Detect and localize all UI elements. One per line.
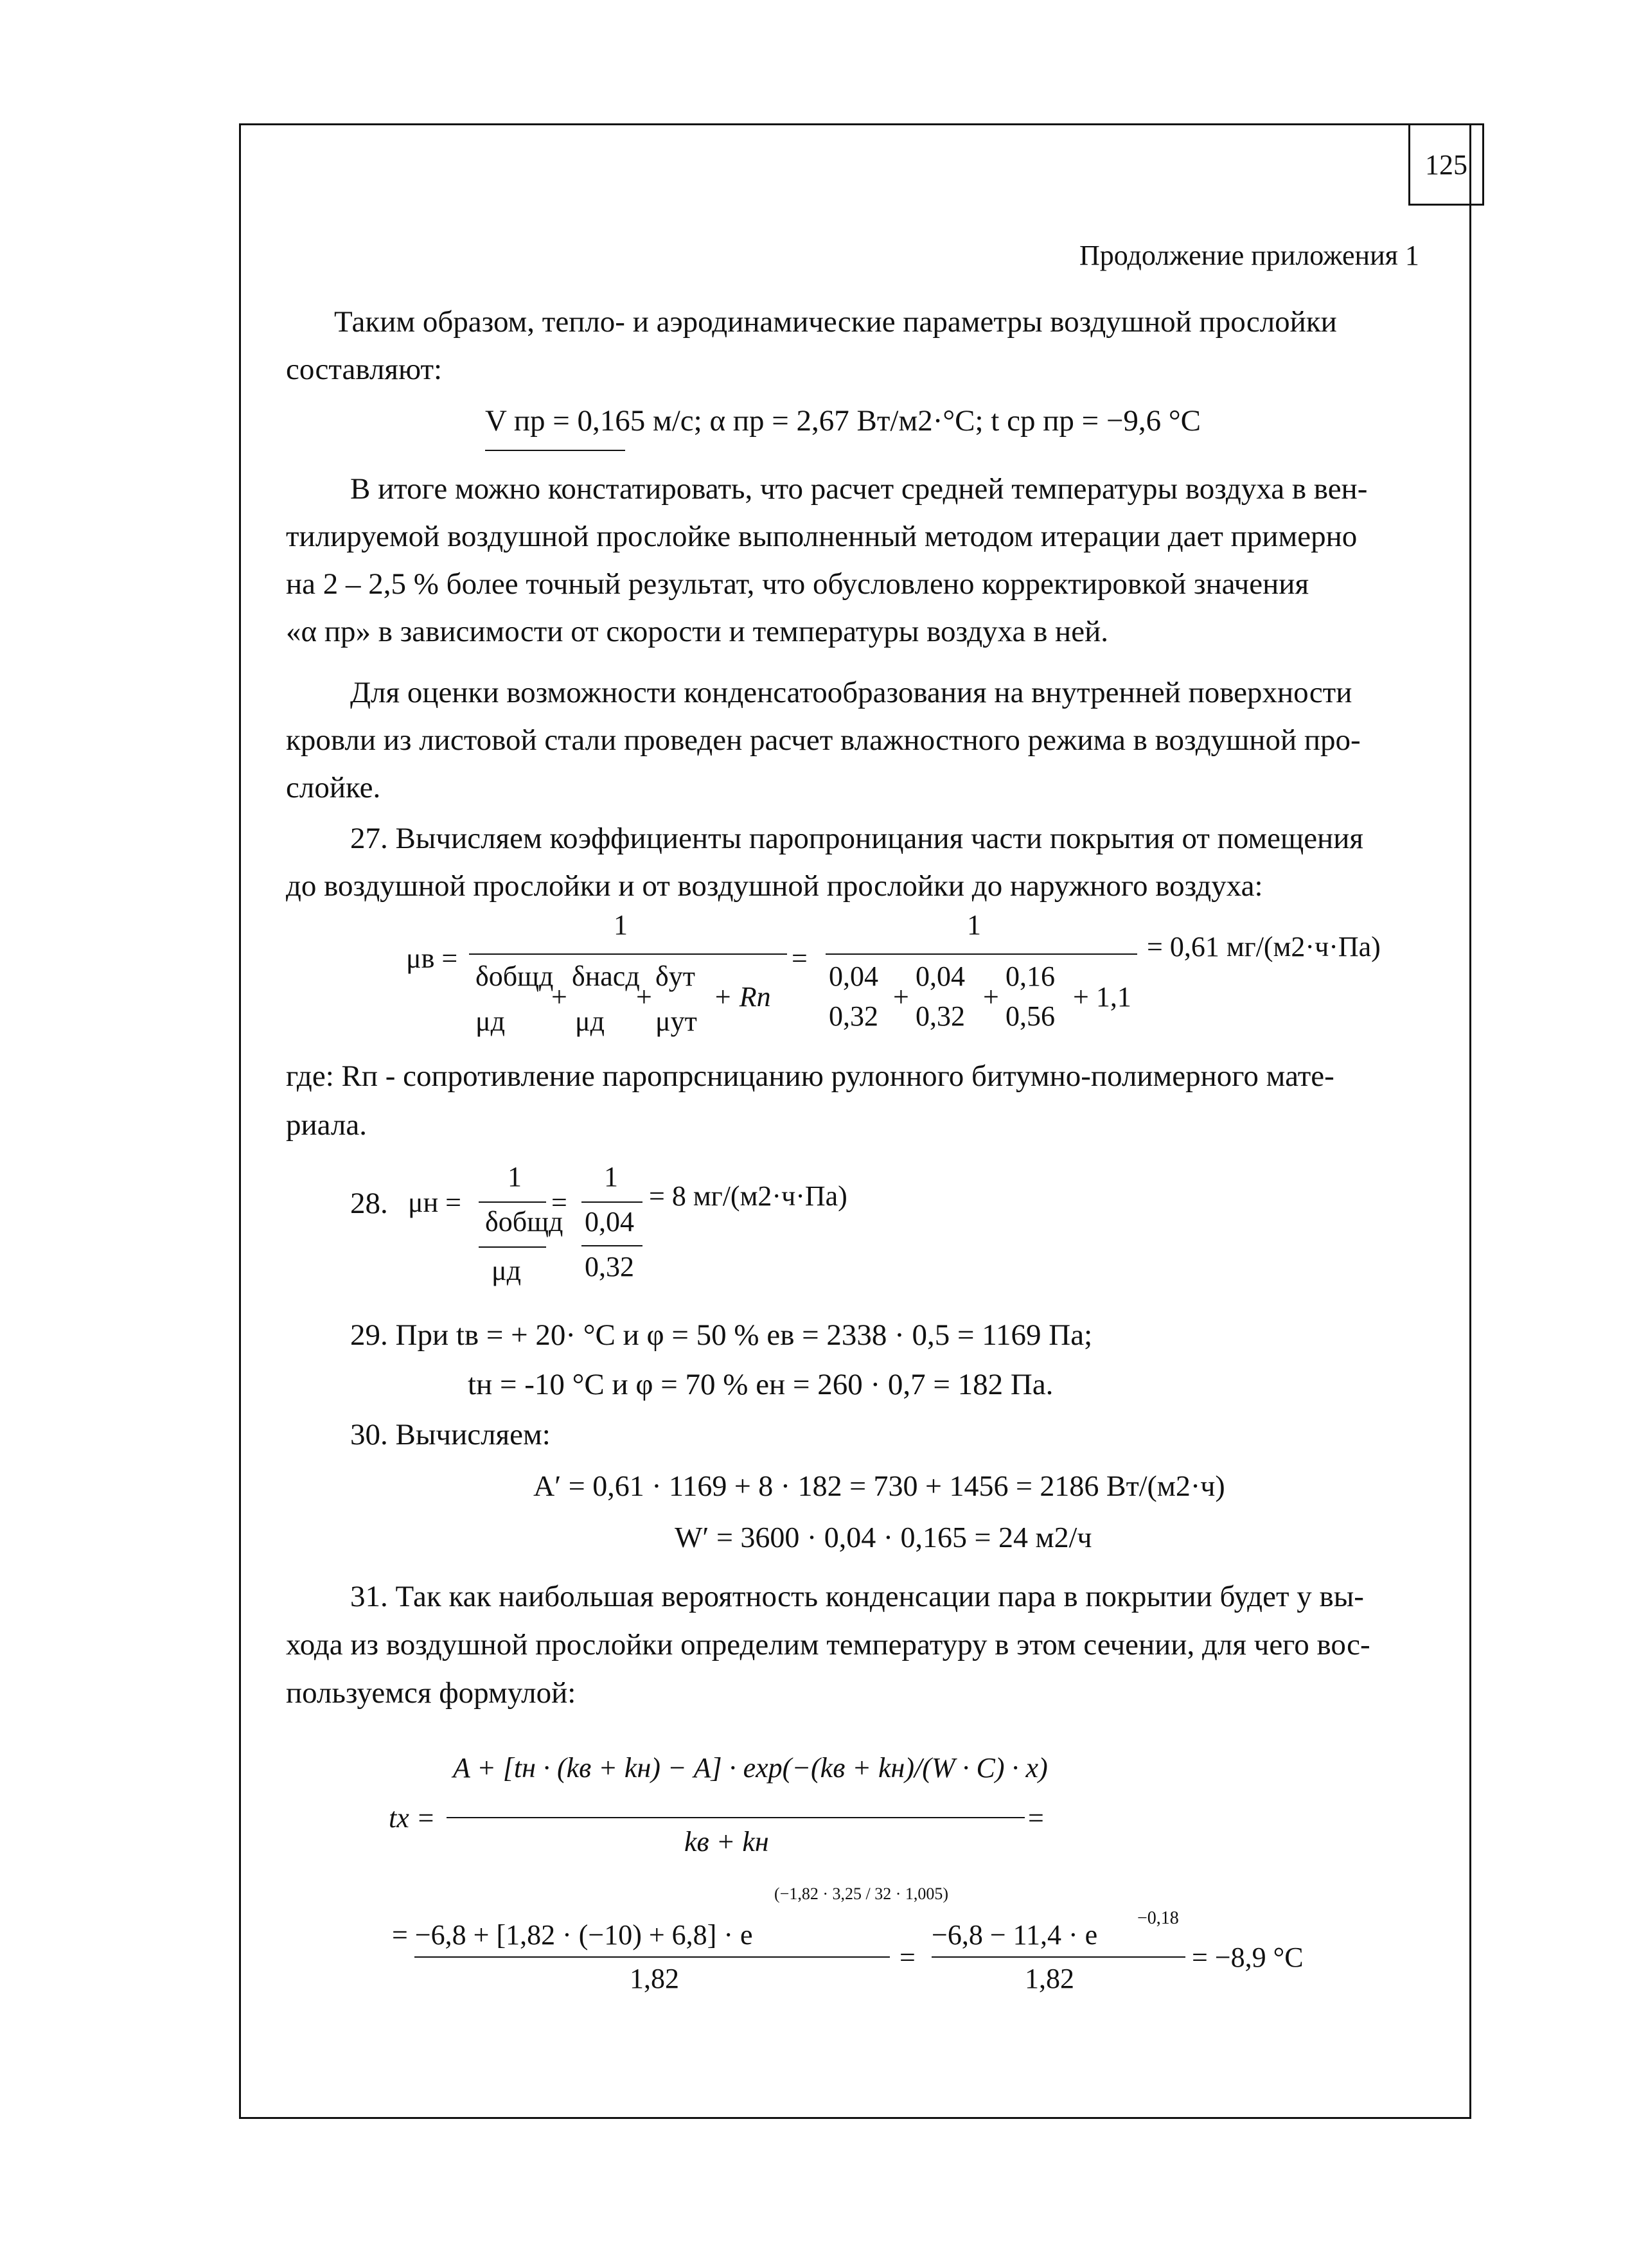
- f27-q2: 0,32: [916, 1000, 965, 1032]
- item27-line-1: 27. Вычисляем коэффициенты паропроницания части покрытия от помещения: [350, 822, 1363, 855]
- item30: 30. Вычисляем:: [350, 1418, 551, 1451]
- intro-line-1: Таким образом, тепло- и аэродинамические параметры воздушной прослойки: [334, 305, 1337, 339]
- where-line-1: где: Rп - сопротивление паропрсницанию рулонного битумно-полимерного мате-: [286, 1059, 1334, 1093]
- f28-one-a: 1: [508, 1161, 522, 1192]
- f27-n2: 0,04: [916, 961, 965, 992]
- f27-plus-3: +: [893, 981, 909, 1013]
- item31-line-3: пользуемся формулой:: [286, 1676, 576, 1710]
- params-underline: [485, 450, 625, 451]
- f28-eq: =: [551, 1187, 567, 1218]
- f31-bar: [447, 1817, 1025, 1818]
- para-itogo-3: на 2 – 2,5 % более точный результат, что обусловлено корректировкой значения: [286, 567, 1309, 601]
- f27-plus-2: +: [636, 981, 652, 1013]
- f31-eq2: =: [899, 1942, 916, 1973]
- f31-eq: =: [1028, 1802, 1044, 1834]
- f27-result: = 0,61 мг/(м2·ч·Па): [1147, 931, 1381, 962]
- f27-lhs: μв =: [406, 943, 458, 974]
- f27-bar-a: [469, 953, 787, 955]
- intro-line-2: составляют:: [286, 353, 443, 386]
- f28-n: 0,04: [585, 1206, 634, 1237]
- f27-d3: δут: [655, 961, 695, 992]
- f30-w: W′ = 3600 · 0,04 · 0,165 = 24 м2/ч: [675, 1521, 1092, 1554]
- f27-n3: 0,16: [1005, 961, 1055, 992]
- f27-tail: + 1,1: [1073, 981, 1131, 1013]
- f27-rn: + Rп: [713, 981, 771, 1013]
- f31-lhs: tx =: [389, 1802, 436, 1834]
- f31-bar2: [414, 1956, 890, 1958]
- f31-num2: = −6,8 + [1,82 · (−10) + 6,8] · e: [392, 1919, 753, 1951]
- f28-result: = 8 мг/(м2·ч·Па): [649, 1180, 847, 1212]
- f27-d1: δобщд: [475, 961, 554, 992]
- f28-d: δобщд: [485, 1206, 563, 1237]
- f27-d2: δнасд: [572, 961, 640, 992]
- where-line-2: риала.: [286, 1108, 367, 1142]
- f27-q3: 0,56: [1005, 1000, 1055, 1032]
- para-itogo-4: «α пр» в зависимости от скорости и температуры воздуха в ней.: [286, 615, 1108, 648]
- f31-den: kв + kн: [684, 1826, 769, 1857]
- f27-n1: 0,04: [829, 961, 878, 992]
- f31-exp2: (−1,82 · 3,25 / 32 · 1,005): [774, 1884, 949, 1903]
- item27-line-2: до воздушной прослойки и от воздушной прослойки до наружного воздуха:: [286, 869, 1263, 903]
- f27-one-a: 1: [614, 909, 628, 941]
- f31-num3: −6,8 − 11,4 · e: [932, 1919, 1098, 1951]
- f28-bar-b: [581, 1201, 642, 1203]
- para-ocenka-3: слойке.: [286, 771, 381, 804]
- f31-bar3: [932, 1956, 1185, 1958]
- f27-plus-4: +: [983, 981, 999, 1013]
- f31-exp3: −0,18: [1137, 1908, 1179, 1928]
- f28-m: μд: [492, 1255, 521, 1286]
- params-line: V пр = 0,165 м/с; α пр = 2,67 Вт/м2·°С; t ср пр = −9,6 °С: [485, 404, 1201, 438]
- para-itogo-1: В итоге можно констатировать, что расчет средней температуры воздуха в вен-: [350, 472, 1368, 506]
- f31-den2: 1,82: [630, 1963, 679, 1994]
- f30-a: A′ = 0,61 · 1169 + 8 · 182 = 730 + 1456 = 2186 Вт/(м2·ч): [533, 1469, 1225, 1502]
- f27-m1: μд: [475, 1006, 505, 1037]
- para-ocenka-1: Для оценки возможности конденсатообразования на внутренней поверхности: [350, 676, 1352, 709]
- f31-num: A + [tн · (kв + kн) − A] · exp(−(kв + kн)/(W · C) · x): [453, 1752, 1048, 1784]
- f27-plus-1: +: [551, 981, 567, 1013]
- f28-bar-a: [479, 1201, 546, 1203]
- para-itogo-2: тилируемой воздушной прослойке выполненный методом итерации дает примерно: [286, 520, 1358, 553]
- f27-bar-b: [826, 953, 1137, 955]
- f27-one-b: 1: [967, 909, 981, 941]
- para-ocenka-2: кровли из листовой стали проведен расчет влажностного режима в воздушной про-: [286, 723, 1361, 757]
- f31-result: = −8,9 °C: [1192, 1942, 1304, 1973]
- item29-line-1: 29. При tв = + 20· °С и φ = 50 % eв = 2338 · 0,5 = 1169 Па;: [350, 1318, 1093, 1352]
- f27-m3: μут: [655, 1006, 697, 1037]
- f27-q1: 0,32: [829, 1000, 878, 1032]
- appendix-header: Продолжение приложения 1: [1079, 240, 1419, 271]
- item29-line-2: tн = -10 °С и φ = 70 % eн = 260 · 0,7 = 182 Па.: [468, 1368, 1054, 1401]
- f28-one-b: 1: [604, 1161, 618, 1192]
- f27-m2: μд: [575, 1006, 605, 1037]
- f27-eq: =: [792, 943, 808, 974]
- f28-bar-a2: [479, 1246, 546, 1248]
- item31-line-2: хода из воздушной прослойки определим температуру в этом сечении, для чего вос-: [286, 1628, 1370, 1661]
- f28-lhs: μн =: [408, 1187, 461, 1218]
- f28-label: 28.: [350, 1187, 388, 1220]
- page-number: 125: [1408, 123, 1484, 206]
- f28-bar-b2: [581, 1245, 642, 1246]
- item31-line-1: 31. Так как наибольшая вероятность конденсации пара в покрытии будет у вы-: [350, 1580, 1364, 1613]
- f28-q: 0,32: [585, 1251, 634, 1282]
- f31-den3: 1,82: [1025, 1963, 1074, 1994]
